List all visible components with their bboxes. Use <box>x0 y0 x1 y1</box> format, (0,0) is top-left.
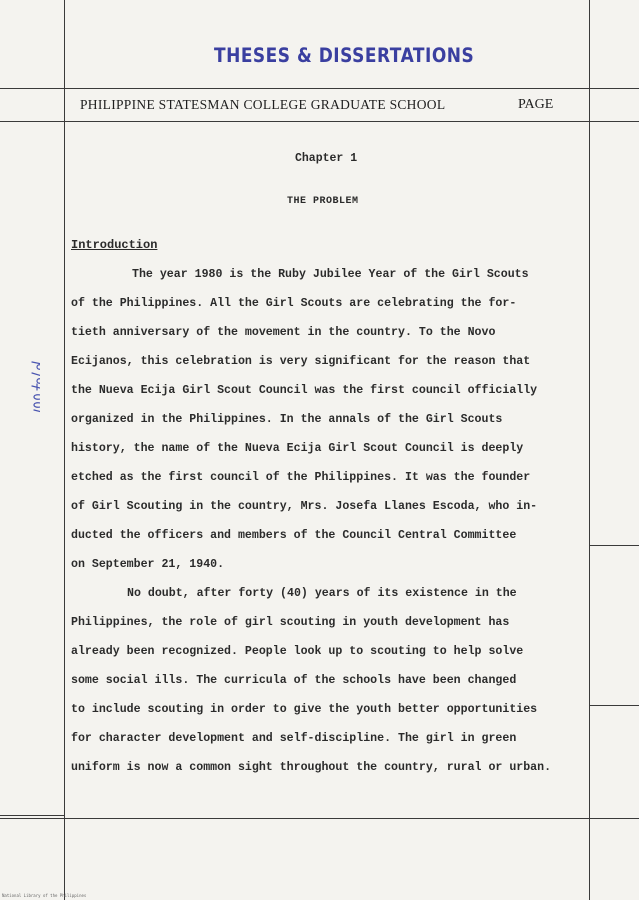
body-line: of the Philippines. All the Girl Scouts are celebrating the for- <box>71 297 517 310</box>
footer-attribution: National Library of the Philippines <box>2 893 87 898</box>
theses-stamp: THESES & DISSERTATIONS <box>214 44 475 68</box>
body-line: Ecijanos, this celebration is very significant for the reason that <box>71 355 531 368</box>
school-name: PHILIPPINE STATESMAN COLLEGE GRADUATE SCHOOL <box>80 97 446 112</box>
chapter-heading: Chapter 1 <box>295 152 358 165</box>
body-line: to include scouting in order to give the youth better opportunities <box>71 703 538 716</box>
body-line: the Nueva Ecija Girl Scout Council was the first council officially <box>71 384 538 397</box>
footer-top-rule <box>0 818 639 819</box>
body-line: tieth anniversary of the movement in the country. To the Novo <box>71 326 496 339</box>
right-column-rule-2 <box>589 705 639 706</box>
body-line: organized in the Philippines. In the annals of the Girl Scouts <box>71 413 503 426</box>
body-line: already been recognized. People look up to scouting to help solve <box>71 645 524 658</box>
body-line: ducted the officers and members of the Council Central Committee <box>71 529 517 542</box>
right-column-rule-1 <box>589 545 639 546</box>
margin-handwritten-note <box>10 356 40 416</box>
body-line: etched as the first council of the Philippines. It was the founder <box>71 471 531 484</box>
footer-rule-short <box>0 815 64 816</box>
body-line: The year 1980 is the Ruby Jubilee Year of the Girl Scouts <box>132 268 529 281</box>
page-label: PAGE <box>518 97 554 112</box>
body-line: No doubt, after forty (40) years of its existence in the <box>127 587 517 600</box>
header-bottom-rule <box>0 121 639 122</box>
body-line: uniform is now a common sight throughout the country, rural or urban. <box>71 761 552 774</box>
body-line: some social ills. The curricula of the schools have been changed <box>71 674 517 687</box>
body-line: history, the name of the Nueva Ecija Girl Scout Council is deeply <box>71 442 524 455</box>
body-line: Philippines, the role of girl scouting in youth development has <box>71 616 510 629</box>
left-margin-rule <box>64 0 65 900</box>
header-top-rule <box>0 88 639 89</box>
right-margin-rule <box>589 0 590 900</box>
section-heading: Introduction <box>71 238 158 252</box>
body-line: for character development and self-discipline. The girl in green <box>71 732 517 745</box>
body-line: on September 21, 1940. <box>71 558 225 571</box>
body-line: of Girl Scouting in the country, Mrs. Josefa Llanes Escoda, who in- <box>71 500 538 513</box>
chapter-title: THE PROBLEM <box>287 196 359 207</box>
